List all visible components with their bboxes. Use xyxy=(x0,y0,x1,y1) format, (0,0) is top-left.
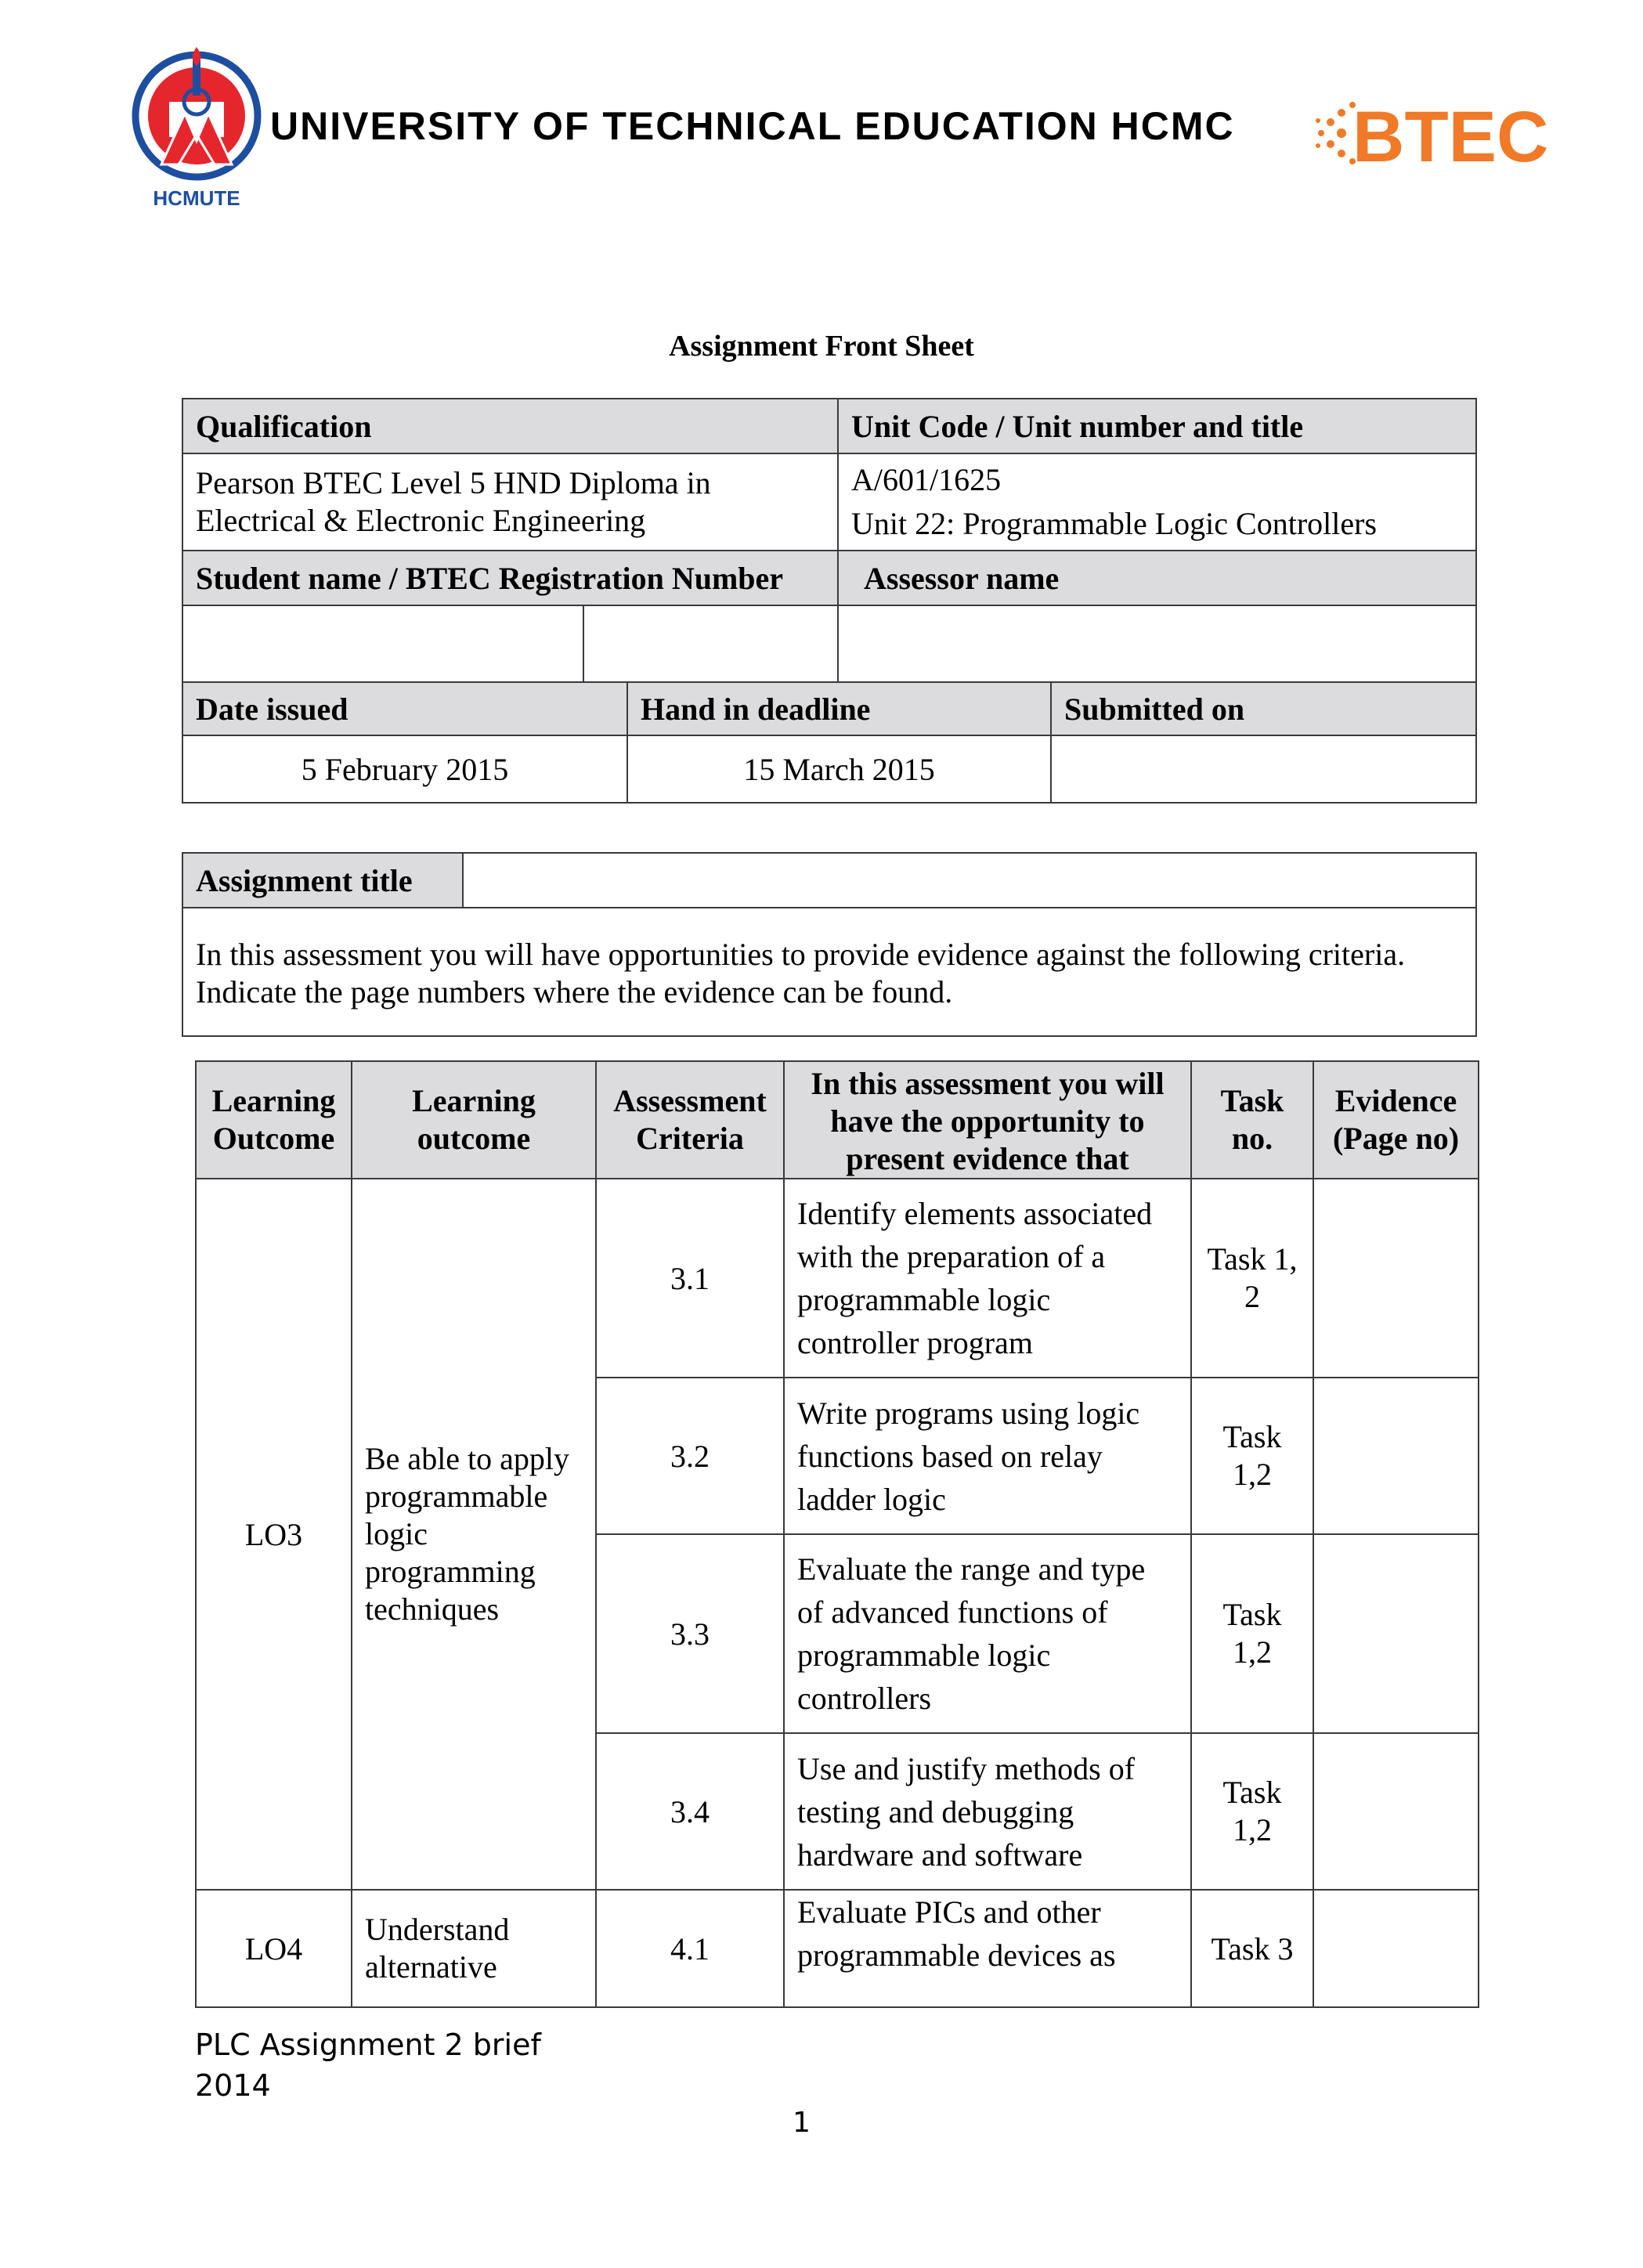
criterion-task: Task 1,2 xyxy=(1191,1534,1313,1733)
university-title: UNIVERSITY OF TECHNICAL EDUCATION HCMC xyxy=(270,104,1235,148)
submitted-value[interactable] xyxy=(1051,735,1476,803)
criterion-evidence[interactable] xyxy=(1313,1179,1479,1378)
qualification-line-1: Pearson BTEC Level 5 HND Diploma in xyxy=(196,465,711,500)
assignment-intro xyxy=(182,908,1476,1036)
submitted-label: Submitted on xyxy=(1051,682,1476,735)
summary-table xyxy=(182,398,1477,804)
header-evidence: Evidence (Page no) xyxy=(1313,1061,1479,1179)
footer xyxy=(195,2024,541,2106)
hcmute-logo xyxy=(130,47,263,211)
header-assessment-criteria: Assessment Criteria xyxy=(596,1061,784,1179)
btec-logo xyxy=(1312,94,1549,177)
qualification-label: Qualification xyxy=(182,399,838,453)
criterion-text: Evaluate the range and type of advanced functions of programmable logic controllers xyxy=(784,1534,1191,1733)
lo3-code: LO3 xyxy=(196,1179,352,1890)
criterion-ac: 3.1 xyxy=(596,1179,784,1378)
criterion-ac: 3.2 xyxy=(596,1378,784,1534)
registration-number-cell[interactable] xyxy=(583,605,838,682)
criteria-table xyxy=(195,1060,1479,2008)
criterion-ac: 4.1 xyxy=(596,1890,784,2007)
assessor-name-cell[interactable] xyxy=(838,605,1476,682)
lo4-desc: Understand alternative xyxy=(352,1890,596,2007)
criterion-evidence[interactable] xyxy=(1313,1890,1479,2007)
criterion-ac: 3.3 xyxy=(596,1534,784,1733)
criterion-text: Use and justify methods of testing and debugging hardware and software xyxy=(784,1733,1191,1890)
criterion-evidence[interactable] xyxy=(1313,1378,1479,1534)
assessor-label: Assessor name xyxy=(838,551,1476,605)
footer-line-2: 2014 xyxy=(195,2068,271,2103)
footer-line-1: PLC Assignment 2 brief xyxy=(195,2028,541,2062)
page-number: 1 xyxy=(793,2107,811,2139)
criterion-task: Task 1,2 xyxy=(1191,1378,1313,1534)
deadline-label: Hand in deadline xyxy=(627,682,1051,735)
lo3-desc: Be able to apply programmable logic programming techniques xyxy=(352,1179,596,1890)
criterion-task: Task 1,2 xyxy=(1191,1733,1313,1890)
header-learning-outcome-desc: Learning outcome xyxy=(352,1061,596,1179)
unit-title: Unit 22: Programmable Logic Controllers xyxy=(851,506,1378,541)
qualification-value xyxy=(182,453,838,551)
assignment-title-label: Assignment title xyxy=(182,853,463,908)
student-name-cell[interactable] xyxy=(182,605,583,682)
criterion-text: Write programs using logic functions based on relay ladder logic xyxy=(784,1378,1191,1534)
criterion-text: Identify elements associated with the preparation of a programmable logic controller program xyxy=(784,1179,1191,1378)
header-learning-outcome: Learning Outcome xyxy=(196,1061,352,1179)
svg-text:HCMUTE: HCMUTE xyxy=(153,186,240,210)
header-task-no: Task no. xyxy=(1191,1061,1313,1179)
criterion-task: Task 3 xyxy=(1191,1890,1313,2007)
criterion-evidence[interactable] xyxy=(1313,1534,1479,1733)
unit-label: Unit Code / Unit number and title xyxy=(838,399,1476,453)
header-opportunity: In this assessment you will have the opportunity to present evidence that xyxy=(784,1061,1191,1179)
front-sheet-title: Assignment Front Sheet xyxy=(669,330,974,363)
lo4-code: LO4 xyxy=(196,1890,352,2007)
student-label: Student name / BTEC Registration Number xyxy=(182,551,838,605)
qualification-line-2: Electrical & Electronic Engineering xyxy=(196,503,646,538)
unit-value xyxy=(838,453,1476,551)
assignment-table xyxy=(182,852,1477,1037)
intro-line-2: Indicate the page numbers where the evidence can be found. xyxy=(196,974,953,1009)
criterion-ac: 3.4 xyxy=(596,1733,784,1890)
svg-text:BTEC: BTEC xyxy=(1352,97,1549,177)
intro-line-1: In this assessment you will have opportunities to provide evidence against the following criteria. xyxy=(196,937,1406,972)
deadline-value: 15 March 2015 xyxy=(627,735,1051,803)
date-issued-label: Date issued xyxy=(182,682,627,735)
unit-code: A/601/1625 xyxy=(851,462,1002,497)
criterion-task: Task 1, 2 xyxy=(1191,1179,1313,1378)
assignment-title-value[interactable] xyxy=(463,853,1476,908)
date-issued-value: 5 February 2015 xyxy=(182,735,627,803)
criterion-evidence[interactable] xyxy=(1313,1733,1479,1890)
criterion-text: Evaluate PICs and other programmable devices as xyxy=(784,1890,1191,2007)
